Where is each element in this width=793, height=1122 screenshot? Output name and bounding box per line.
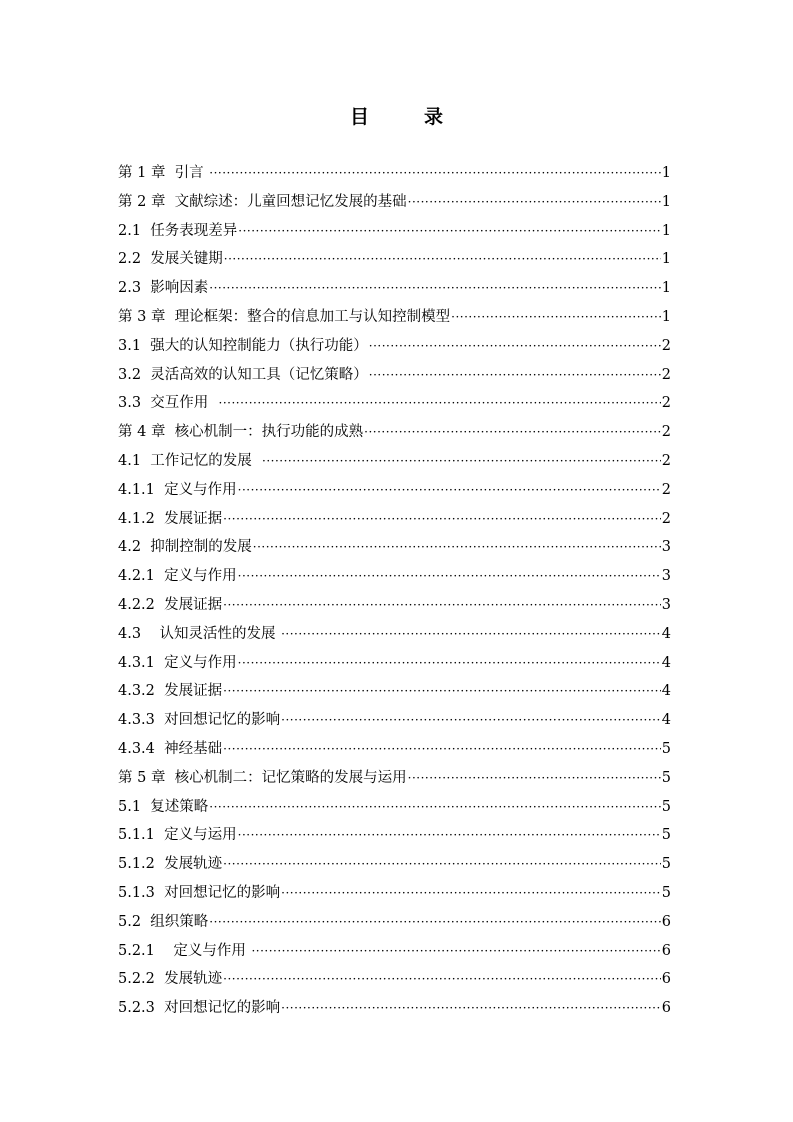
- toc-entry-label: 4.2 抑制控制的发展: [118, 539, 252, 556]
- page-title: 目 录: [349, 106, 461, 128]
- toc-dot-leader: [238, 821, 661, 850]
- toc-page-number: 5: [661, 740, 671, 757]
- toc-entry[interactable]: [118, 649, 671, 678]
- toc-entry[interactable]: [118, 850, 671, 879]
- toc-entry-label: 4.2.1 定义与作用: [118, 568, 237, 585]
- toc-entry[interactable]: [118, 908, 671, 937]
- toc-dot-leader: [281, 620, 661, 649]
- toc-entry[interactable]: [118, 274, 671, 303]
- toc-entry-label: 5.1.2 发展轨迹: [118, 856, 223, 873]
- toc-page-number: 3: [661, 596, 671, 613]
- toc-dot-leader: [281, 994, 661, 1023]
- toc-entry-label: 5.1.3 对回想记忆的影响: [118, 884, 281, 901]
- toc-entry[interactable]: [118, 245, 671, 274]
- toc-entry[interactable]: [118, 706, 671, 735]
- toc-entry-label: 5.2.2 发展轨迹: [118, 971, 223, 988]
- toc-entry-label: 5.2.1 定义与作用: [118, 942, 251, 959]
- toc-dot-leader: [209, 274, 660, 303]
- toc-entry-label: 5.1 复述策略: [118, 798, 209, 815]
- toc-dot-leader: [219, 389, 661, 418]
- toc-entry-label: 4.1.2 发展证据: [118, 510, 223, 527]
- toc-entry-label: 5.2.3 对回想记忆的影响: [118, 1000, 281, 1017]
- toc-dot-leader: [369, 332, 661, 361]
- toc-page-number: 2: [661, 337, 671, 354]
- toc-entry-label: 第 1 章 引言: [118, 165, 209, 181]
- toc-entry[interactable]: [118, 793, 671, 822]
- toc-dot-leader: [364, 418, 661, 447]
- toc-page-number: 5: [661, 856, 671, 873]
- toc-entry-label: 4.2.2 发展证据: [118, 596, 223, 613]
- toc-dot-leader: [209, 793, 660, 822]
- toc-page-number: 1: [661, 251, 671, 268]
- toc-dot-leader: [223, 677, 661, 706]
- toc-entry-label: 2.3 影响因素: [118, 280, 209, 297]
- toc-dot-leader: [238, 562, 661, 591]
- toc-dot-leader: [238, 476, 661, 505]
- toc-entry-label: 4.3.4 神经基础: [118, 740, 223, 757]
- toc-entry-label: 4.3.2 发展证据: [118, 683, 223, 700]
- toc-page-number: 2: [661, 395, 671, 412]
- toc-dot-leader: [209, 908, 660, 937]
- toc-entry[interactable]: [118, 476, 671, 505]
- toc-entry[interactable]: [118, 418, 671, 447]
- toc-entry[interactable]: [118, 821, 671, 850]
- toc-entry[interactable]: [118, 677, 671, 706]
- toc-entry[interactable]: [118, 620, 671, 649]
- toc-entry[interactable]: [118, 159, 671, 188]
- toc-dot-leader: [238, 217, 660, 246]
- toc-page-number: 4: [661, 712, 671, 729]
- toc-entry-label: 第 5 章 核心机制二：记忆策略的发展与运用: [118, 769, 407, 786]
- toc-page-number: 4: [661, 683, 671, 700]
- toc-dot-leader: [253, 533, 661, 562]
- toc-entry[interactable]: [118, 217, 671, 246]
- toc-entry[interactable]: [118, 188, 671, 217]
- toc-dot-leader: [223, 850, 661, 879]
- toc-page-number: 1: [661, 193, 671, 210]
- toc-entry[interactable]: [118, 303, 671, 332]
- toc-page-number: 2: [661, 510, 671, 527]
- toc-entry-label: 2.1 任务表现差异: [118, 222, 238, 239]
- toc-entry[interactable]: [118, 879, 671, 908]
- toc-dot-leader: [209, 159, 660, 188]
- toc-page-number: 6: [661, 971, 671, 988]
- toc-entry-label: 第 2 章 文献综述：儿童回想记忆发展的基础: [118, 193, 407, 210]
- toc-entry-label: 3.1 强大的认知控制能力（执行功能）: [118, 337, 368, 354]
- toc-entry-label: 5.2 组织策略: [118, 913, 209, 930]
- toc-page-number: 4: [661, 654, 671, 671]
- toc-dot-leader: [223, 735, 661, 764]
- toc-entry[interactable]: [118, 361, 671, 390]
- toc-page-number: 1: [661, 165, 671, 181]
- toc-dot-leader: [408, 764, 661, 793]
- toc-dot-leader: [223, 505, 661, 534]
- toc-page-number: 2: [661, 481, 671, 498]
- toc-entry-label: 4.1 工作记忆的发展: [118, 452, 261, 469]
- toc-entry[interactable]: [118, 505, 671, 534]
- toc-entry-label: 第 4 章 核心机制一：执行功能的成熟: [118, 424, 364, 441]
- toc-entry-label: 4.3 认知灵活性的发展: [118, 625, 281, 642]
- toc-entry-label: 3.3 交互作用: [118, 395, 218, 412]
- toc-entry[interactable]: [118, 994, 671, 1023]
- table-of-contents: [118, 159, 671, 1023]
- toc-dot-leader: [451, 303, 661, 332]
- toc-page-number: 5: [661, 769, 671, 786]
- toc-entry-label: 5.1.1 定义与运用: [118, 827, 237, 844]
- toc-entry[interactable]: [118, 533, 671, 562]
- toc-entry-label: 第 3 章 理论框架：整合的信息加工与认知控制模型: [118, 308, 451, 325]
- toc-entry-label: 4.3.1 定义与作用: [118, 654, 237, 671]
- toc-dot-leader: [408, 188, 661, 217]
- toc-page-number: 1: [661, 222, 671, 239]
- toc-dot-leader: [224, 245, 661, 274]
- toc-page-number: 3: [661, 568, 671, 585]
- toc-entry[interactable]: [118, 389, 671, 418]
- toc-entry[interactable]: [118, 735, 671, 764]
- toc-entry[interactable]: [118, 562, 671, 591]
- toc-page-number: 5: [661, 827, 671, 844]
- toc-page-number: 3: [661, 539, 671, 556]
- toc-page-number: 5: [661, 884, 671, 901]
- toc-entry-label: 4.3.3 对回想记忆的影响: [118, 712, 281, 729]
- toc-page-number: 6: [661, 913, 671, 930]
- toc-entry-label: 3.2 灵活高效的认知工具（记忆策略）: [118, 366, 368, 383]
- toc-dot-leader: [238, 649, 661, 678]
- toc-entry-label: 4.1.1 定义与作用: [118, 481, 237, 498]
- toc-entry[interactable]: [118, 447, 671, 476]
- toc-entry[interactable]: [118, 591, 671, 620]
- toc-dot-leader: [251, 937, 660, 966]
- toc-entry[interactable]: [118, 937, 671, 966]
- toc-page-number: 2: [661, 424, 671, 441]
- toc-page-number: 1: [661, 280, 671, 297]
- toc-dot-leader: [281, 879, 661, 908]
- toc-page-number: 2: [661, 452, 671, 469]
- toc-dot-leader: [369, 361, 661, 390]
- toc-entry[interactable]: [118, 965, 671, 994]
- toc-page-number: 6: [661, 942, 671, 959]
- toc-dot-leader: [262, 447, 661, 476]
- toc-page-number: 4: [661, 625, 671, 642]
- toc-page-number: 5: [661, 798, 671, 815]
- toc-dot-leader: [223, 591, 661, 620]
- toc-page-number: 2: [661, 366, 671, 383]
- toc-entry[interactable]: [118, 332, 671, 361]
- toc-dot-leader: [223, 965, 661, 994]
- toc-entry-label: 2.2 发展关键期: [118, 251, 223, 268]
- toc-page-number: 1: [661, 308, 671, 325]
- toc-page-number: 6: [661, 1000, 671, 1017]
- toc-entry[interactable]: [118, 764, 671, 793]
- toc-dot-leader: [281, 706, 661, 735]
